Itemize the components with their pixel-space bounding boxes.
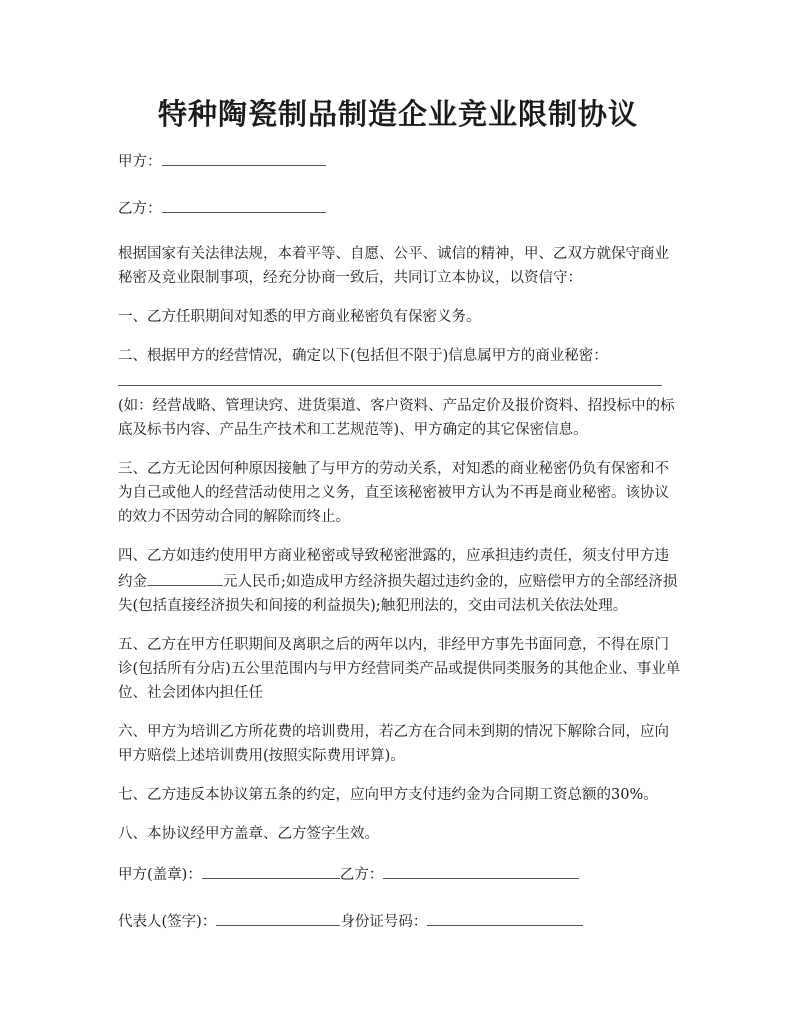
signature-line-1: [118, 861, 682, 887]
party-b-sign-label: 乙方：: [339, 867, 384, 883]
signature-line-2: [118, 908, 682, 934]
trade-secret-blank[interactable]: [118, 368, 662, 386]
clause-7: 七、乙方违反本协议第五条的约定，应向甲方支付违约金为合同期工资总额的30%。: [118, 787, 658, 803]
intro-paragraph: 根据国家有关法律法规，本着平等、自愿、公平、诚信的精神，甲、乙双方就保守商业秘密及竞业限制事项，经充分协商一致后，共同订立本协议，以资信守：: [118, 246, 669, 286]
clause-1: 一、乙方任职期间对知悉的甲方商业秘密负有保密义务。: [118, 309, 481, 325]
party-a-blank[interactable]: [162, 148, 326, 166]
clause-2-head: 二、根据甲方的经营情况，确定以下(包括但不限于)信息属甲方的商业秘密：: [118, 348, 608, 364]
clause-4-part-b: 元人民币;如造成甲方经济损失超过违约金的，应赔偿甲方的全部经济损失(包括直接经济损失和间接的利益损失);触犯刑法的，交由司法机关依法处理。: [118, 574, 678, 614]
clause-2-tail: (如：经营战略、管理诀窍、进货渠道、客户资料、产品定价及报价资料、招投标中的标底及标书内容、产品生产技术和工艺规范等)、甲方确定的其它保密信息。: [118, 398, 675, 438]
clause-5: 五、乙方在甲方任职期间及离职之后的两年以内，非经甲方事先书面同意，不得在原门诊(包括所有分店)五公里范围内与甲方经营同类产品或提供同类服务的其他企业、事业单位、社会团体内担任任: [118, 637, 681, 701]
id-number-label: 身份证号码：: [340, 914, 428, 930]
document-title: 特种陶瓷制品制造企业竞业限制协议: [157, 97, 638, 131]
clause-3: 三、乙方无论因何种原因接触了与甲方的劳动关系，对知悉的商业秘密仍负有保密和不为自己或他人的经营活动使用之义务，直至该秘密被甲方认为不再是商业秘密。该协议的效力不因劳动合同的解除而终止。: [118, 461, 669, 525]
representative-label: 代表人(签字)：: [118, 914, 217, 930]
party-a-label: 甲方：: [118, 154, 162, 170]
party-a-seal-blank[interactable]: [202, 861, 340, 879]
clause-4: [118, 544, 682, 618]
party-a-line: [118, 148, 682, 174]
clause-6: 六、甲方为培训乙方所花费的培训费用，若乙方在合同未到期的情况下解除合同，应向甲方赔偿上述培训费用(按照实际费用评算)。: [118, 724, 669, 764]
party-b-sign-blank[interactable]: [383, 861, 579, 879]
representative-blank[interactable]: [216, 908, 340, 926]
clause-2: [118, 344, 682, 442]
document-body: [118, 148, 682, 955]
party-b-blank[interactable]: [162, 195, 326, 213]
penalty-amount-blank[interactable]: [147, 568, 223, 586]
party-b-label: 乙方：: [118, 201, 162, 217]
party-b-line: [118, 195, 682, 221]
id-number-blank[interactable]: [427, 908, 583, 926]
clause-4-part-a: 四、乙方如违约使用甲方商业秘密或导致秘密泄露的，应承担违约责任，须支付甲方违约金: [118, 548, 669, 590]
party-a-seal-label: 甲方(盖章)：: [118, 867, 202, 883]
clause-8: 八、本协议经甲方盖章、乙方签字生效。: [118, 826, 379, 842]
